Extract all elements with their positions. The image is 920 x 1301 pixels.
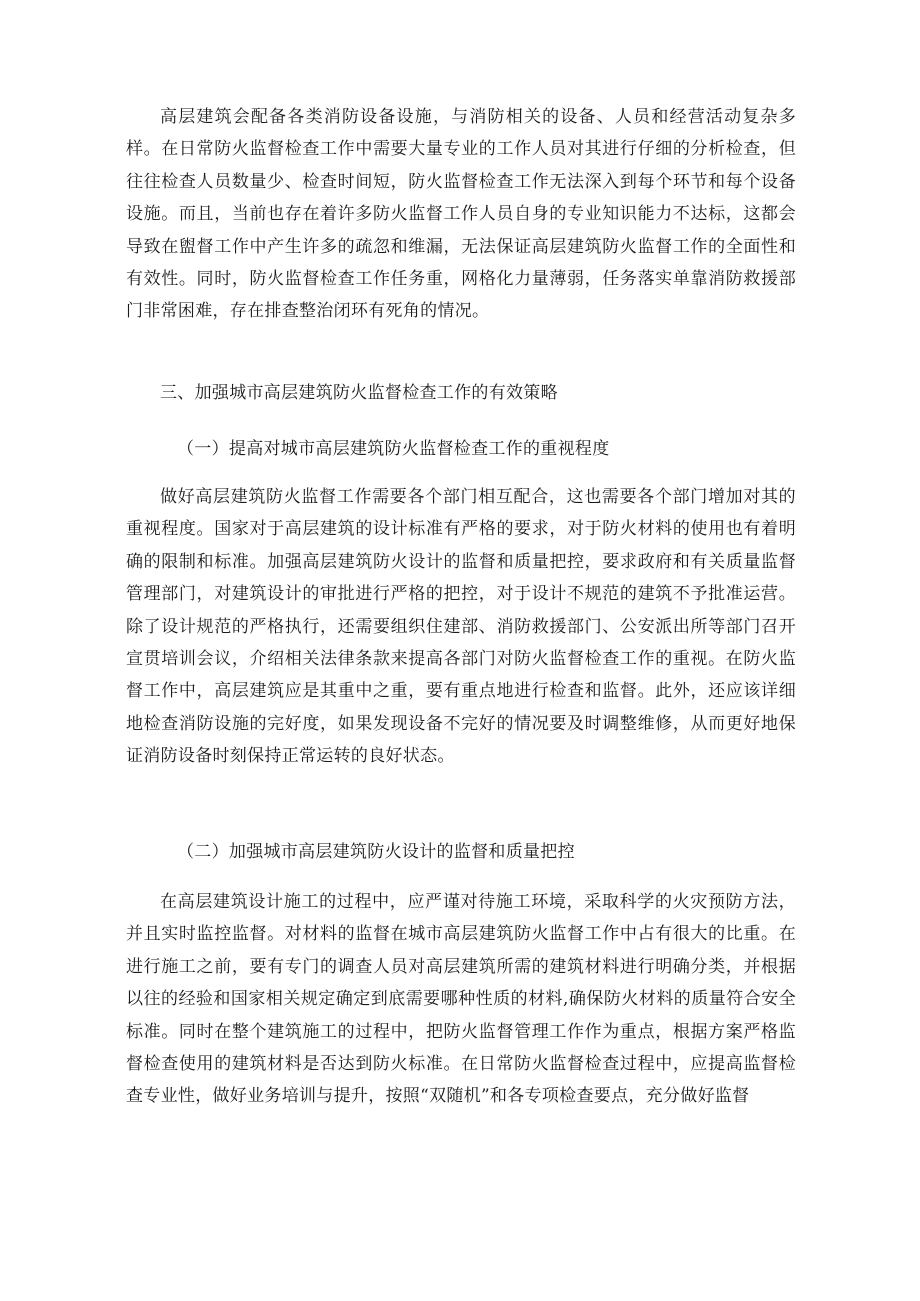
- body-paragraph: 在高层建筑设计施工的过程中，应严谨对待施工环境，采取科学的火灾预防方法，并且实时监控监督。对材料的监督在城市高层建筑防火监督工作中占有很大的比重。在进行施工之前，要有专门的调查人员对高层建筑所需的建筑材料进行明确分类，并根据以往的经验和国家相关规定确定到底需要哪种性质的材料,确保防火材料的质量符合安全标准。同时在整个建筑施工的过程中，把防火监督管理工作作为重点，根据方案严格监督检查使用的建筑材料是否达到防火标准。在日常防火监督检查过程中，应提高监督检查专业性，做好业务培训与提升，按照“双随机”和各专项检查要点，充分做好监督: [126, 892, 796, 1107]
- body-paragraph: 高层建筑会配备各类消防设备设施，与消防相关的设备、人员和经营活动复杂多样。在日常防火监督检查工作中需要大量专业的工作人员对其进行仔细的分析检查，但往往检查人员数量少、检查时间短，防火监督检查工作无法深入到每个环节和每个设备设施。而且，当前也存在着许多防火监督工作人员自身的专业知识能力不达标，这都会导致在盥督工作中产生许多的疏忽和维漏，无法保证高层建筑防火监督工作的全面性和有效性。同时，防火监督检查工作任务重，网格化力量薄弱，任务落实单靠消防救援部门非常困难，存在排查整治闭环有死角的情况。: [126, 107, 796, 322]
- subsection-heading: （一）提高对城市高层建筑防火监督检查工作的重视程度: [177, 439, 610, 459]
- section-heading: 三、加强城市高层建筑防火监督检查工作的有效策略: [160, 383, 558, 403]
- subsection-heading: （二）加强城市高层建筑防火设计的监督和质量把控: [177, 842, 575, 862]
- body-paragraph: 做好高层建筑防火监督工作需要各个部门相互配合，这也需要各个部门增加对其的重视程度。国家对于高层建筑的设计标准有严格的要求，对于防火材料的使用也有着明确的限制和标准。加强高层建筑防火设计的监督和质量把控，要求政府和有关质量监督管理部门，对建筑设计的审批进行严格的把控，对于设计不规范的建筑不予批准运营。除了设计规范的严格执行，还需要组织住建部、消防救援部门、公安派出所等部门召开宣贯培训会议，介绍相关法律条款来提高各部门对防火监督检查工作的重视。在防火监督工作中，高层建筑应是其重中之重，要有重点地进行检查和监督。此外，还应该详细地检查消防设施的完好度，如果发现设备不完好的情况要及时调整维修，从而更好地保证消防设备时刻保持正常运转的良好状态。: [126, 487, 796, 767]
